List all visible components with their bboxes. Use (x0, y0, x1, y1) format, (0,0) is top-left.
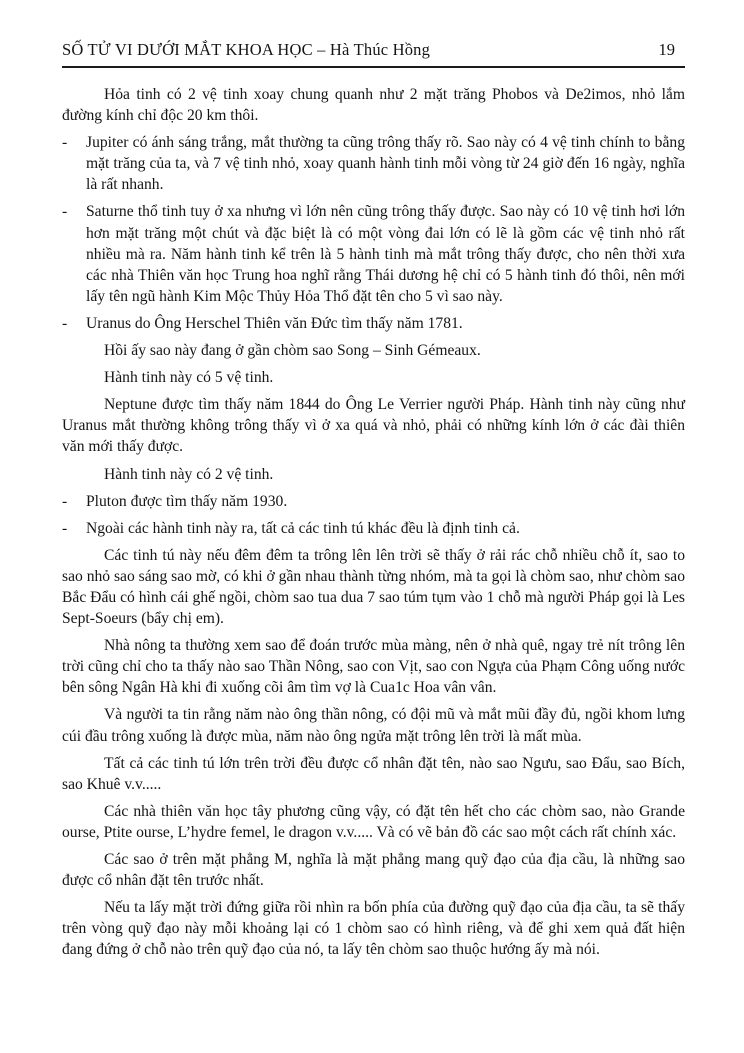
bullet-marker: - (62, 492, 68, 510)
bullet-marker: - (62, 134, 68, 152)
bullet-marker: - (62, 203, 68, 221)
bullet-text: Ngoài các hành tinh này ra, tất cả các tinh tú khác đều là định tinh cả. (86, 519, 520, 537)
running-title: SỐ TỬ VI DƯỚI MẮT KHOA HỌC – Hà Thúc Hồng (62, 40, 431, 59)
paragraph: Nếu ta lấy mặt trời đứng giữa rồi nhìn ra bốn phía của đường quỹ đạo của địa cầu, ta sẽ thấy trên vòng quỹ đạo này mỗi khoảng lại có 1 chòm sao có hình riêng, và để ghi xem quả đất hiện đang đứng ở chỗ nào trên quỹ đạo của nó, ta lấy tên chòm sao thuộc hướng ấy mà nói. (62, 899, 685, 959)
bullet-item (62, 313, 685, 334)
bullet-item (62, 132, 685, 195)
bullet-text: Jupiter có ánh sáng trắng, mắt thường ta cũng trông thấy rõ. Sao này có 4 vệ tinh chính to bằng mặt trăng của ta, và 7 vệ tinh nhỏ, xoay quanh hành tinh mỗi vòng từ 24 giờ đến 16 ngày, nghĩa là rất nhanh. (86, 134, 685, 194)
paragraph: Hỏa tinh có 2 vệ tinh xoay chung quanh như 2 mặt trăng Phobos và De2imos, nhỏ lắm đường kính chỉ độc 20 km thôi. (62, 86, 685, 125)
paragraph: Hành tinh này có 5 vệ tinh. (104, 369, 274, 387)
bullet-marker: - (62, 314, 68, 332)
bullet-text: Pluton được tìm thấy năm 1930. (86, 492, 288, 510)
paragraph: Và người ta tin rằng năm nào ông thần nông, có đội mũ và mắt mũi đầy đủ, ngồi khom lưng cúi đầu trông xuống là được mùa, năm nào ông ngửa mặt trông lên trời là mất mùa. (62, 706, 685, 745)
paragraph: Các sao ở trên mặt phẳng M, nghĩa là mặt phẳng mang quỹ đạo của địa cầu, là những sao được cổ nhân đặt tên trước nhất. (62, 851, 685, 890)
page-content (62, 84, 685, 960)
paragraph: Các nhà thiên văn học tây phương cũng vậy, có đặt tên hết cho các chòm sao, nào Grande ourse, Ptite ourse, L’hydre femel, le dragon v.v..... Và có vẽ bản đồ các sao một cách rất chính xác. (62, 802, 685, 841)
bullet-item (62, 518, 685, 539)
paragraph: Nhà nông ta thường xem sao để đoán trước mùa màng, nên ở nhà quê, ngay trẻ nít trông lên trời cũng chỉ cho ta thấy nào sao Thần Nông, sao con Vịt, sao con Ngựa của Phạm Công uống nước bên sông Ngân Hà khi đi xuống cõi âm tìm vợ là Cua1c Hoa vân vân. (62, 637, 685, 697)
page-header (62, 40, 685, 68)
paragraph: Hành tinh này có 2 vệ tinh. (104, 465, 274, 483)
bullet-text: Uranus do Ông Herschel Thiên văn Đức tìm thấy năm 1781. (86, 314, 463, 332)
bullet-item (62, 491, 685, 512)
paragraph: Hồi ấy sao này đang ở gần chòm sao Song – Sinh Gémeaux. (104, 342, 481, 360)
paragraph: Các tinh tú này nếu đêm đêm ta trông lên lên trời sẽ thấy ở rải rác chỗ nhiều chỗ ít, sao to sao nhỏ sao sáng sao mờ, có khi ở gần nhau thành từng nhóm, mà ta gọi là chòm sao, như chòm sao Bắc Đẩu có hình cái ghế ngồi, chòm sao tua dua 7 sao túm tụm vào 1 chỗ mà người Pháp gọi là Les Sept-Soeurs (bẩy chị em). (62, 546, 685, 628)
page-number: 19 (658, 40, 675, 59)
bullet-marker: - (62, 519, 68, 537)
paragraph: Neptune được tìm thấy năm 1844 do Ông Le Verrier người Pháp. Hành tinh này cũng như Uranus mắt thường không trông thấy vì ở xa quá và nhỏ, phải có những kính lớn ở các đài thiên văn mới thấy được. (62, 396, 685, 456)
bullet-item (62, 201, 685, 306)
paragraph: Tất cả các tinh tú lớn trên trời đều được cổ nhân đặt tên, nào sao Ngưu, sao Đẩu, sao Bích, sao Khuê v.v..... (62, 754, 685, 793)
bullet-text: Saturne thổ tinh tuy ở xa nhưng vì lớn nên cũng trông thấy được. Sao này có 10 vệ tinh hơi lớn hơn mặt trăng một chút và đặc biệt là có một vòng đai lớn có lẽ là gồm các vệ tinh nhỏ rất nhiều mà ra. Năm hành tinh kể trên là 5 hành tinh mà mắt trông thấy được, cho nên thời xưa các nhà Thiên văn học Trung hoa nghĩ rằng Thái dương hệ chỉ có 5 hành tinh đó thôi, nên mới lấy tên ngũ hành Kim Mộc Thủy Hỏa Thổ đặt tên cho 5 vì sao này. (86, 203, 685, 305)
